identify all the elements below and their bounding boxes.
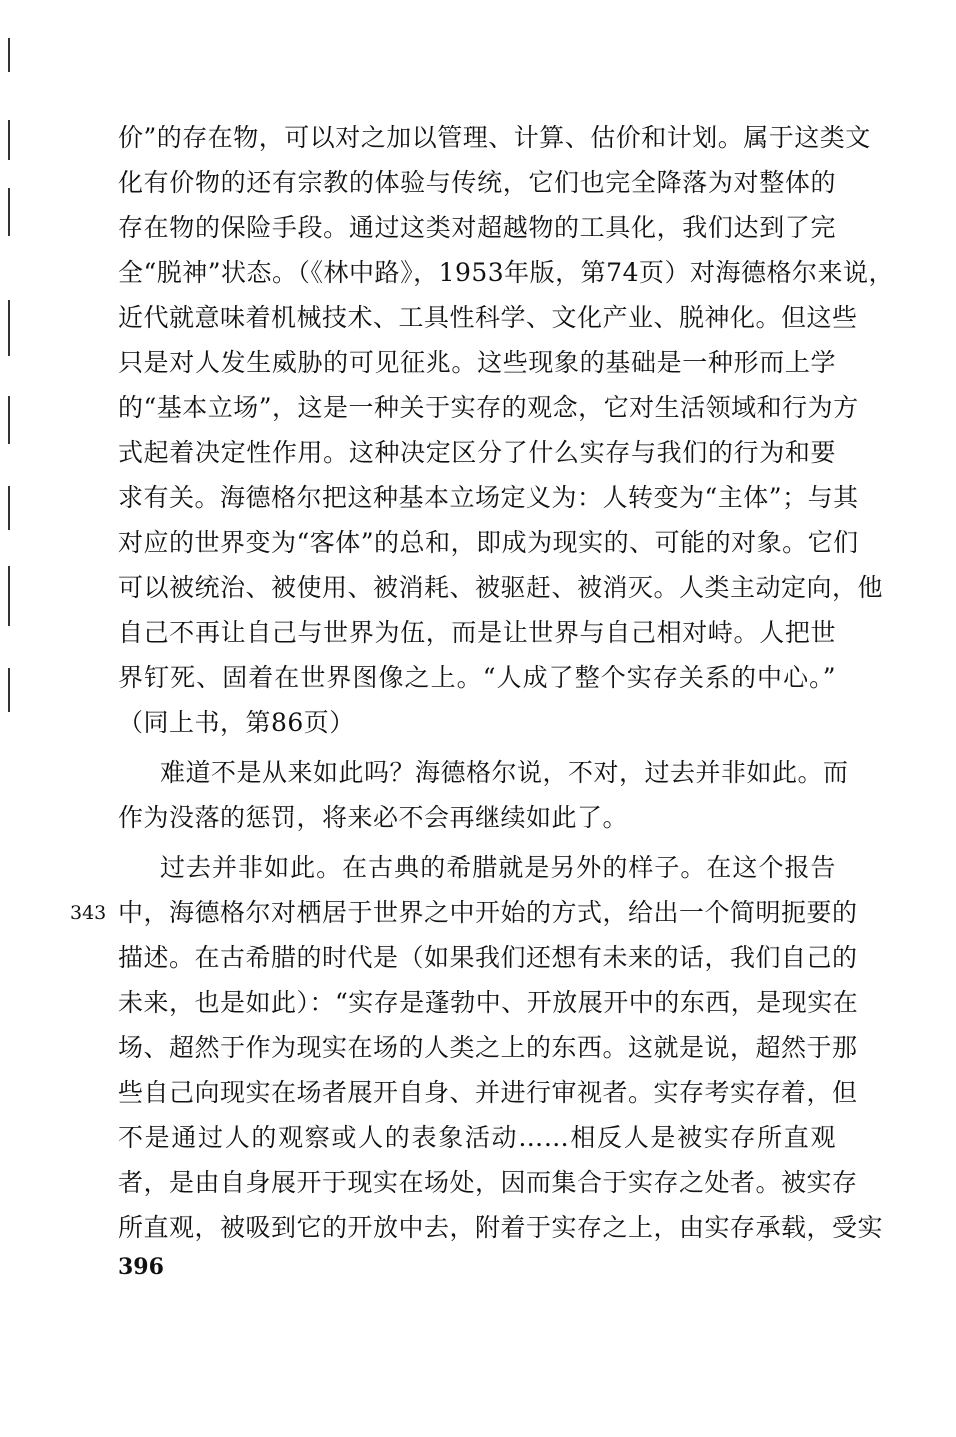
page-number: 396 <box>118 1254 164 1280</box>
text-line: 式起着决定性作用。这种决定区分了什么实存与我们的行为和要 <box>118 438 836 467</box>
text-line: 求有关。海德格尔把这种基本立场定义为：人转变为“主体”；与其 <box>118 483 859 512</box>
text-line: 全“脱神”状态。（《林中路》，1953年版，第74页）对海德格尔来说， <box>118 258 894 287</box>
text-line: 过去并非如此。在古典的希腊就是另外的样子。在这个报告 <box>160 853 836 882</box>
text-line: 对应的世界变为“客体”的总和，即成为现实的、可能的对象。它们 <box>118 528 859 557</box>
text-line: 作为没落的惩罚，将来必不会再继续如此了。 <box>118 803 629 832</box>
text-line: 近代就意味着机械技术、工具性科学、文化产业、脱神化。但这些 <box>118 303 858 332</box>
text-line: 未来，也是如此）：“实存是蓬勃中、开放展开中的东西，是现实在 <box>118 988 859 1017</box>
text-line: 的“基本立场”，这是一种关于实存的观念，它对生活领域和行为方 <box>118 393 859 422</box>
text-line: 存在物的保险手段。通过这类对超越物的工具化，我们达到了完 <box>118 213 836 242</box>
text-line: （同上书，第86页） <box>118 708 355 737</box>
text-line: 价”的存在物，可以对之加以管理、计算、估价和计划。属于这类文 <box>118 123 871 152</box>
text-line: 可以被统治、被使用、被消耗、被驱赶、被消灭。人类主动定向，他 <box>118 573 884 602</box>
text-line: 些自己向现实在场者展开自身、并进行审视者。实存考实存着，但 <box>118 1078 858 1107</box>
text-line: 者，是由自身展开于现实在场处，因而集合于实存之处者。被实存 <box>118 1168 858 1197</box>
text-line: 化有价物的还有宗教的体验与传统，它们也完全降落为对整体的 <box>118 168 836 197</box>
text-line: 中，海德格尔对栖居于世界之中开始的方式，给出一个简明扼要的 <box>118 898 858 927</box>
text-line: 界钉死、固着在世界图像之上。“人成了整个实存关系的中心。” <box>118 663 836 692</box>
text-line: 所直观，被吸到它的开放中去，附着于实存之上，由实存承载，受实 <box>118 1213 884 1242</box>
text-line: 自己不再让自己与世界为伍，而是让世界与自己相对峙。人把世 <box>118 618 836 647</box>
margin-page-reference: 343 <box>70 902 107 924</box>
text-line: 只是对人发生威胁的可见征兆。这些现象的基础是一种形而上学 <box>118 348 836 377</box>
text-line: 描述。在古希腊的时代是（如果我们还想有未来的话，我们自己的 <box>118 943 858 972</box>
text-line: 难道不是从来如此吗？海德格尔说，不对，过去并非如此。而 <box>160 758 849 787</box>
text-line: 场、超然于作为现实在场的人类之上的东西。这就是说，超然于那 <box>118 1033 858 1062</box>
text-line: 不是通过人的观察或人的表象活动……相反人是被实存所直观 <box>118 1123 836 1152</box>
